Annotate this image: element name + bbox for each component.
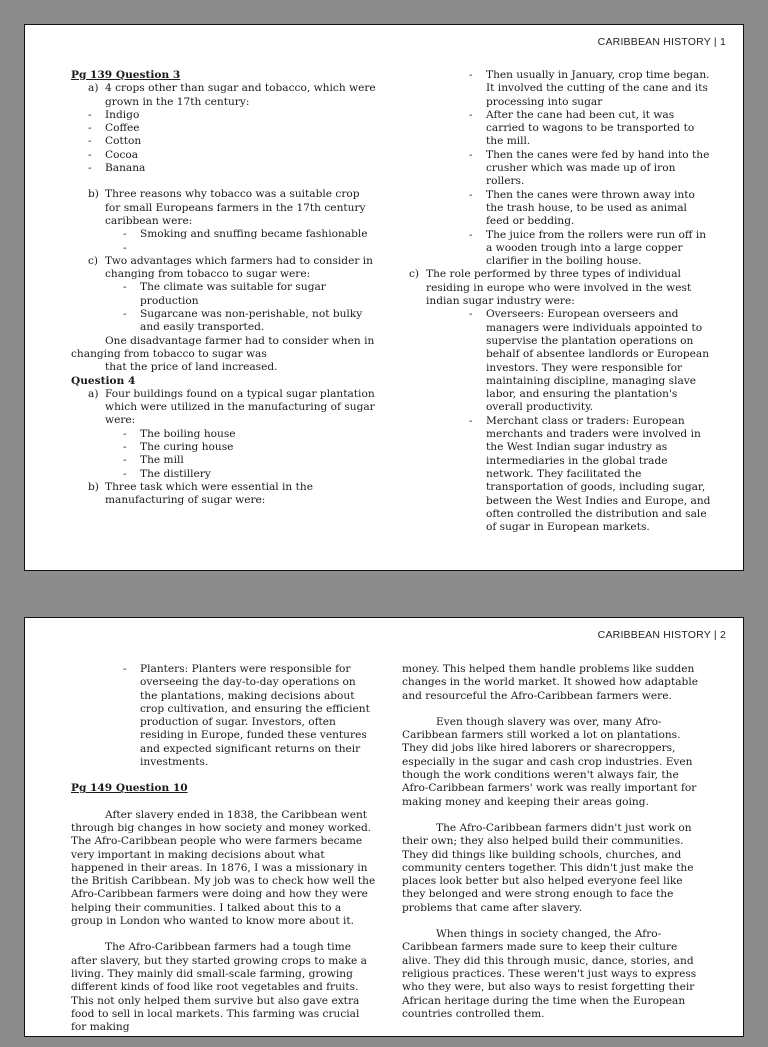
list-item: - The boiling house — [123, 427, 236, 440]
list-item: - — [123, 241, 127, 254]
document-page-1 — [24, 24, 744, 571]
list-item: - The distillery — [123, 467, 211, 480]
document-page-2 — [24, 617, 744, 1037]
list-item: - After the cane had been cut, it was carried to wagons to be transported to the mill. — [469, 108, 695, 148]
list-item: - Cocoa — [88, 148, 139, 161]
section-heading: Pg 149 Question 10 — [71, 782, 188, 795]
body-text: One disadvantage farmer had to consider when in — [105, 334, 375, 347]
list-item: - The climate was suitable for sugar production — [123, 281, 326, 307]
list-item: - Cotton — [88, 135, 142, 148]
list-item: - Planters: Planters were responsible for overseeing the day-to-day operations on the plantations, making decisions about crop cultivation, and ensuring the efficient production of sugar. Investors, often residing in Europe, funded these ventures and expected significant returns on their investments. — [123, 663, 370, 769]
right-column — [402, 663, 704, 1034]
list-item: - Then the canes were fed by hand into the crusher which was made up of iron rollers. — [469, 148, 710, 188]
paragraph: After slavery ended in 1838, the Caribbean went through big changes in how society and money worked. The Afro-Caribbean people who were farmers became very important in making decisions about what happened in their areas. In 1876, I was a missionary in the British Caribbean. My job was to check how well the Afro-Caribbean farmers were doing and how they were helping their communities. I talked about this to a group in London who wanted to know more about it. — [71, 808, 376, 928]
left-column — [71, 663, 376, 1047]
paragraph: Even though slavery was over, many Afro-Caribbean farmers still worked a lot on plantations. They did jobs like hired laborers or sharecroppers, especially in the sugar and cash crop industries. Even though the work conditions weren't always fair, the Afro-Caribbean farmers' work was really important for making money and keeping their areas going. — [402, 715, 697, 808]
list-item: - Banana — [88, 162, 146, 175]
section-heading: Question 4 — [71, 374, 136, 387]
paragraph: When things in society changed, the Afro-Caribbean farmers made sure to keep their culture alive. They did this through music, dance, stories, and religious practices. These weren't just ways to express who they were, but also ways to resist forgetting their African heritage during the time when the European countries controlled them. — [402, 928, 697, 1020]
list-item: - Then the canes were thrown away into the trash house, to be used as animal feed or bedding. — [469, 188, 695, 228]
paragraph: money. This helped them handle problems like sudden changes in the world market. It showed how adaptable and resourceful the Afro-Caribbean farmers were. — [402, 663, 698, 702]
list-item: - Smoking and snuffing became fashionable — [123, 228, 368, 241]
list-item: - The curing house — [123, 441, 234, 454]
list-item: - Overseers: European overseers and managers were individuals appointed to supervise the plantation operations on behalf of absentee landlords or European investors. They were responsible for maintaining discipline, managing slave labor, and ensuring the plantation's overall productivity. — [469, 308, 710, 414]
list-item: - Indigo — [88, 108, 140, 121]
list-item: - Then usually in January, crop time began. It involved the cutting of the cane and its processing into sugar — [469, 69, 710, 108]
list-item: - The juice from the rollers were run off in a wooden trough into a large copper clarifier in the boiling house. — [469, 228, 707, 268]
list-item: a) 4 crops other than sugar and tobacco, which were grown in the 17th century: — [88, 82, 376, 108]
list-item: b) Three reasons why tobacco was a suitable crop for small Europeans farmers in the 17th century caribbean were: — [88, 188, 366, 227]
section-heading: Pg 139 Question 3 — [71, 69, 181, 81]
left-column — [71, 69, 376, 508]
body-text: changing from tobacco to sugar was — [71, 347, 267, 360]
list-item: - Sugarcane was non-perishable, not bulky and easily transported. — [123, 308, 363, 334]
list-item: a) Four buildings found on a typical sugar plantation which were utilized in the manufacturing of sugar were: — [88, 387, 375, 427]
paragraph: The Afro-Caribbean farmers didn't just work on their own; they also helped build their communities. They did things like building schools, churches, and community centers together. This didn't just make the places look better but also helped everyone feel like they belonged and were strong enough to face the problems that came after slavery. — [402, 821, 694, 914]
page-header: CARIBBEAN HISTORY | 2 — [597, 629, 726, 641]
page-header: CARIBBEAN HISTORY | 1 — [597, 36, 726, 48]
right-column — [409, 69, 712, 534]
list-item: c) The role performed by three types of individual residing in europe who were involved in the west indian sugar industry were: — [409, 268, 692, 308]
list-item: b) Three task which were essential in the manufacturing of sugar were: — [88, 480, 313, 507]
body-text: that the price of land increased. — [105, 361, 278, 374]
list-item: - Merchant class or traders: European merchants and traders were involved in the West Indian sugar industry as intermediaries in the global trade network. They facilitated the transportation of goods, including sugar, between the West Indies and Europe, and often controlled the distribution and sale of sugar in European markets. — [469, 414, 711, 534]
paragraph: The Afro-Caribbean farmers had a tough time after slavery, but they started growing crops to make a living. They mainly did small-scale farming, growing different kinds of food like root vegetables and fruits. This not only helped them survive but also gave extra food to sell in local markets. This farming was crucial for making — [71, 941, 367, 1034]
list-item: c) Two advantages which farmers had to consider in changing from tobacco to sugar were: — [88, 254, 373, 281]
list-item: - Coffee — [88, 122, 140, 135]
list-item: - The mill — [123, 454, 184, 467]
